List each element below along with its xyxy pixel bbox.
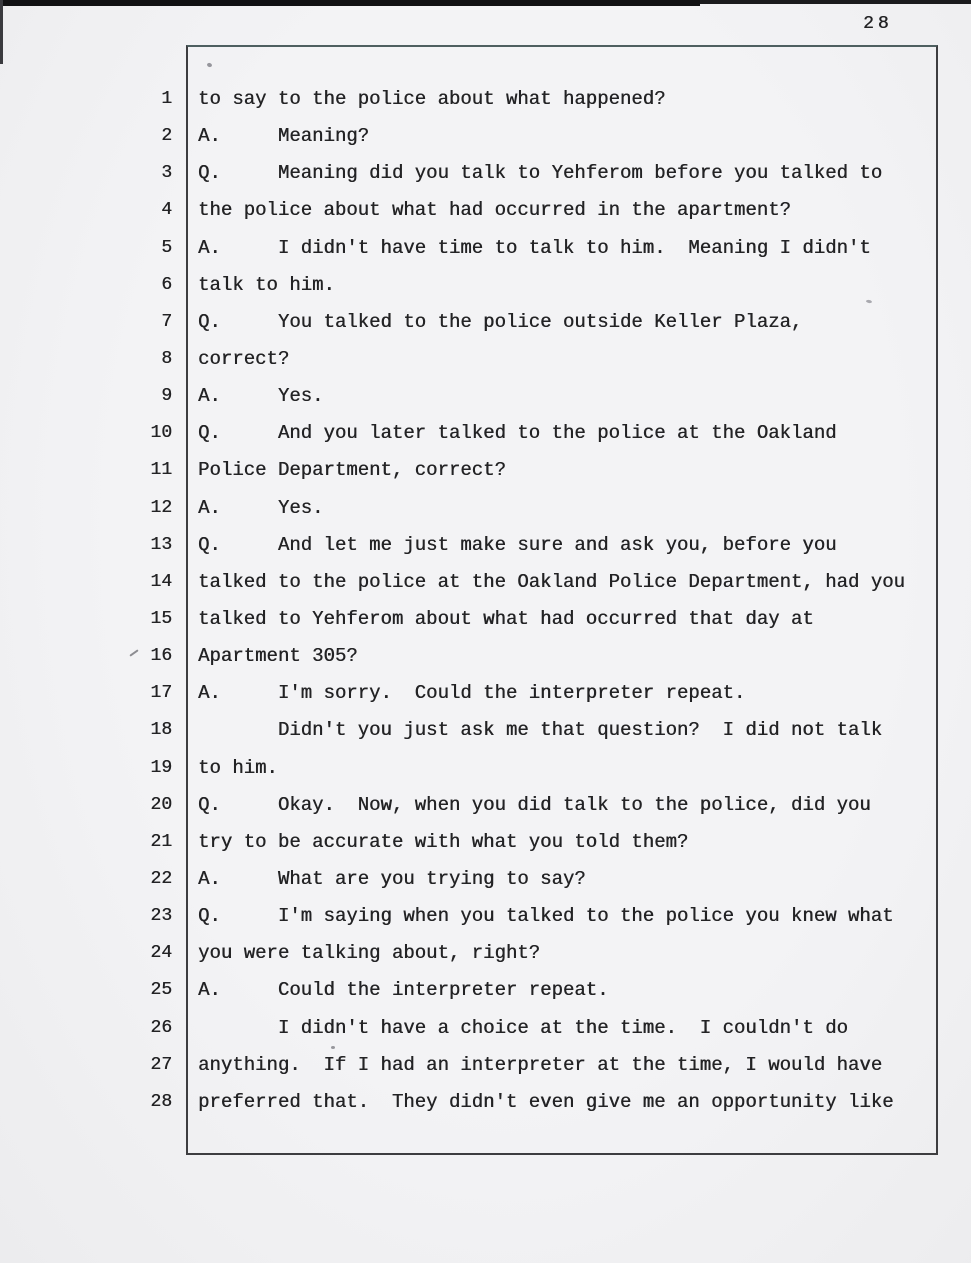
transcript-line: [128, 230, 940, 267]
line-text: to him.: [198, 756, 278, 779]
line-number: 27: [150, 1054, 172, 1075]
line-text: A. Could the interpreter repeat.: [198, 979, 609, 1002]
transcript-line: [128, 601, 940, 638]
scan-speck: [331, 1046, 335, 1049]
line-text: A. Meaning?: [198, 125, 370, 148]
transcript-line: [128, 787, 940, 824]
line-number: 7: [161, 311, 172, 332]
line-number: 20: [150, 794, 172, 815]
line-number: 12: [150, 497, 172, 518]
line-text: talked to the police at the Oakland Police Department, had you: [198, 570, 905, 593]
transcript-line: [128, 638, 940, 675]
line-number: 3: [161, 163, 172, 184]
transcript-line: [128, 861, 940, 898]
transcript-line: [128, 192, 940, 229]
line-number: 15: [150, 608, 172, 629]
transcript-line: [128, 1010, 940, 1047]
line-text: try to be accurate with what you told them?: [198, 830, 689, 853]
line-text: talked to Yehferom about what had occurred that day at: [198, 607, 814, 630]
line-number: 5: [161, 237, 172, 258]
line-number: 1: [161, 89, 172, 109]
line-number: 4: [161, 200, 172, 221]
line-number: 19: [150, 757, 172, 778]
line-text: Apartment 305?: [198, 645, 358, 668]
line-text: talk to him.: [198, 273, 335, 296]
line-number: 26: [150, 1017, 172, 1038]
scanner-edge-artifact: [0, 0, 700, 6]
transcript-line: [128, 490, 940, 527]
page-number: 28: [863, 14, 893, 34]
line-number: 22: [150, 868, 172, 889]
line-text: A. Yes.: [198, 496, 324, 519]
transcript-line: [128, 155, 940, 192]
transcript-line: [128, 972, 940, 1009]
transcript-line: [128, 452, 940, 489]
line-text: A. Yes.: [198, 385, 324, 408]
transcript-line: [128, 712, 940, 749]
transcript-line: [128, 415, 940, 452]
line-number: 16: [150, 646, 172, 667]
line-text: correct?: [198, 347, 290, 370]
transcript-line: [128, 1047, 940, 1084]
line-text: A. I'm sorry. Could the interpreter repeat.: [198, 682, 746, 705]
line-number: 17: [150, 683, 172, 704]
scanner-edge-artifact: [0, 0, 3, 64]
transcript-line: [128, 824, 940, 861]
line-number: 25: [150, 980, 172, 1001]
line-text: A. I didn't have time to talk to him. Meaning I didn't: [198, 236, 871, 259]
line-number: 24: [150, 943, 172, 964]
line-text: anything. If I had an interpreter at the time, I would have: [198, 1053, 883, 1076]
line-number: 9: [161, 386, 172, 407]
transcript-line: [128, 378, 940, 415]
line-text: the police about what had occurred in the apartment?: [198, 199, 791, 222]
transcript-line: [128, 81, 940, 118]
transcript-line: [128, 118, 940, 155]
line-text: Q. You talked to the police outside Keller Plaza,: [198, 310, 803, 333]
line-number: 8: [161, 348, 172, 369]
transcript-line: [128, 564, 940, 601]
line-number: 18: [150, 720, 172, 741]
line-text: Didn't you just ask me that question? I did not talk: [198, 719, 883, 742]
line-text: Q. And let me just make sure and ask you, before you: [198, 533, 837, 556]
line-number: 10: [150, 423, 172, 444]
line-text: I didn't have a choice at the time. I couldn't do: [198, 1016, 848, 1039]
line-number: 28: [150, 1091, 172, 1112]
line-number: 13: [150, 534, 172, 555]
line-text: Q. Okay. Now, when you did talk to the police, did you: [198, 793, 871, 816]
transcript-line: [128, 267, 940, 304]
line-text: you were talking about, right?: [198, 942, 541, 965]
line-number: 21: [150, 831, 172, 852]
line-text: A. What are you trying to say?: [198, 867, 586, 890]
transcript-line: [128, 341, 940, 378]
transcript-line: [128, 1084, 940, 1121]
line-text: to say to the police about what happened?: [198, 88, 666, 110]
line-text: Q. And you later talked to the police at the Oakland: [198, 422, 837, 445]
line-text: Q. Meaning did you talk to Yehferom before you talked to: [198, 162, 883, 185]
line-number: 23: [150, 906, 172, 927]
transcript-line: [128, 675, 940, 712]
transcript-lines: [128, 81, 940, 1121]
line-text: Q. I'm saying when you talked to the police you knew what: [198, 905, 894, 928]
line-text: Police Department, correct?: [198, 459, 506, 482]
transcript-line: [128, 750, 940, 787]
line-number: 6: [161, 274, 172, 295]
transcript-line: [128, 898, 940, 935]
line-number: 2: [161, 126, 172, 147]
line-number: 14: [150, 571, 172, 592]
transcript-line: [128, 304, 940, 341]
transcript-line: [128, 527, 940, 564]
transcript-line: [128, 935, 940, 972]
line-number: 11: [150, 460, 172, 481]
line-text: preferred that. They didn't even give me an opportunity like: [198, 1090, 894, 1113]
